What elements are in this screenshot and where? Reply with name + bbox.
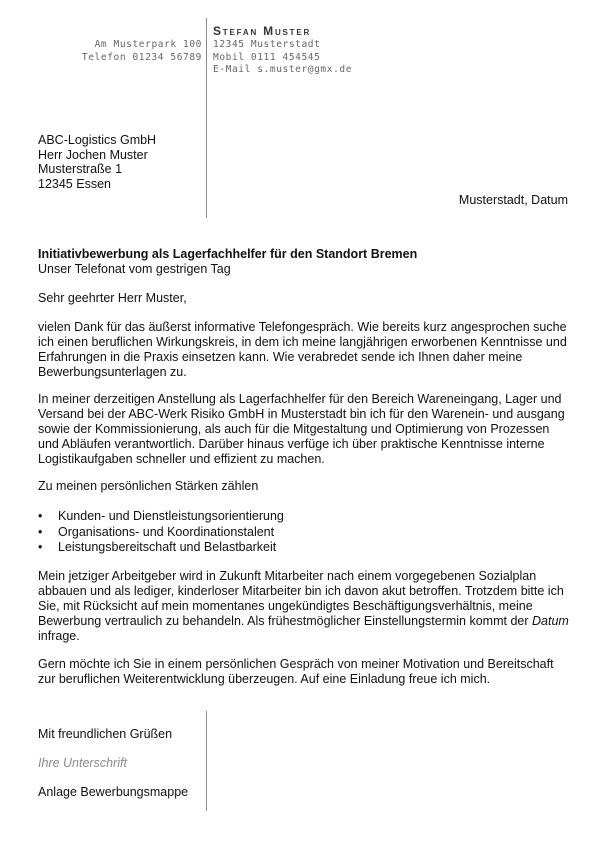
bullet-icon: • bbox=[38, 509, 43, 523]
recipient-first-name: Jochen bbox=[65, 147, 107, 162]
strength-text: Kunden- und Dienstleistungsorientierung bbox=[58, 509, 284, 523]
strengths-intro: Zu meinen persönlichen Stärken zählen bbox=[38, 479, 259, 493]
list-item bbox=[38, 525, 284, 541]
paragraph-situation-suffix: infrage. bbox=[38, 629, 80, 643]
header-divider-line bbox=[206, 18, 207, 218]
paragraph-closing: Gern möchte ich Sie in einem persönlichen Gespräch von meiner Motivation und Bereitschaft zur beruflichen Weiterentwicklung überzeugen. Auf eine Einladung freue ich mich. bbox=[38, 657, 554, 686]
paragraph-intro: vielen Dank für das äußerst informative Telefongespräch. Wie bereits kurz angesprochen suche ich einen beruflichen Wirkungskreis, in dem ich meine langjährigen erworbenen Kenntnisse und Erfahrungen in die Praxis einsetzen kann. Wie verabredet sende ich Ihnen daher meine Bewerbungsunterlagen zu. bbox=[38, 320, 567, 379]
sender-phone: Telefon 01234 56789 bbox=[81, 51, 202, 63]
strengths-list bbox=[38, 509, 284, 556]
sender-name: Stefan Muster bbox=[213, 24, 312, 38]
salutation: Sehr geehrter Herr Muster, bbox=[38, 291, 187, 305]
subject-reference: Unser Telefonat vom gestrigen Tag bbox=[38, 262, 231, 276]
signature-placeholder: Ihre Unterschrift bbox=[38, 756, 127, 770]
bullet-icon: • bbox=[38, 540, 43, 554]
subject-block bbox=[38, 247, 417, 277]
sender-address-right bbox=[213, 39, 352, 77]
list-item bbox=[38, 509, 284, 525]
start-date-placeholder: Datum bbox=[532, 614, 569, 628]
sender-address-left bbox=[22, 39, 202, 64]
enclosure-note: Anlage Bewerbungsmappe bbox=[38, 785, 189, 799]
closing-greeting: Mit freundlichen Grüßen bbox=[38, 727, 173, 741]
recipient-street: Musterstraße 1 bbox=[38, 162, 123, 176]
recipient-city: 12345 Essen bbox=[38, 176, 111, 191]
sender-email: E-Mail s.muster@gmx.de bbox=[213, 64, 353, 75]
recipient-person bbox=[38, 148, 156, 163]
sender-mobile: Mobil 0111 454545 bbox=[213, 51, 321, 63]
paragraph-situation bbox=[38, 569, 573, 644]
recipient-address bbox=[38, 133, 156, 191]
recipient-prefix: Herr bbox=[38, 147, 66, 162]
recipient-company: ABC-Logistics GmbH bbox=[38, 133, 157, 147]
subject-title: Initiativbewerbung als Lagerfachhelfer für den Standort Bremen bbox=[38, 247, 418, 261]
place-date: Musterstadt, Datum bbox=[458, 193, 568, 207]
sender-street: Am Musterpark 100 bbox=[94, 39, 202, 50]
list-item bbox=[38, 540, 284, 556]
strength-text: Organisations- und Koordinationstalent bbox=[58, 524, 275, 539]
recipient-last-name: Muster bbox=[106, 147, 148, 162]
sender-city: 12345 Musterstadt bbox=[213, 39, 321, 50]
paragraph-situation-text: Mein jetziger Arbeitgeber wird in Zukunft Mitarbeiter nach einem vorgegebenen Sozialplan abbauen und als lediger, kinderloser Mitarbeiter bin ich davon akut betroffen. Trotzdem bitte ich Sie, mit Rücksicht auf mein momentanes ungekündigtes Beschäftigungsverhältnis, meine Bewerbung vertraulich zu behandeln. Als frühestmöglicher Einstellungstermin kommt der bbox=[38, 569, 564, 628]
bullet-icon: • bbox=[38, 524, 43, 539]
strength-text: Leistungsbereitschaft und Belastbarkeit bbox=[58, 540, 277, 554]
paragraph-experience: In meiner derzeitigen Anstellung als Lagerfachhelfer für den Bereich Wareneingang, Lager und Versand bei der ABC-Werk Risiko GmbH in Musterstadt bin ich für den Warenein- und ausgang sowie der Kommissionierung, als auch für die Mitgestaltung und Optimierung von Prozessen und Abläufen verantwortlich. Darüber hinaus verfüge ich über praktische Kenntnisse interne Logistikaufgaben schneller und effizient zu machen. bbox=[38, 392, 565, 466]
